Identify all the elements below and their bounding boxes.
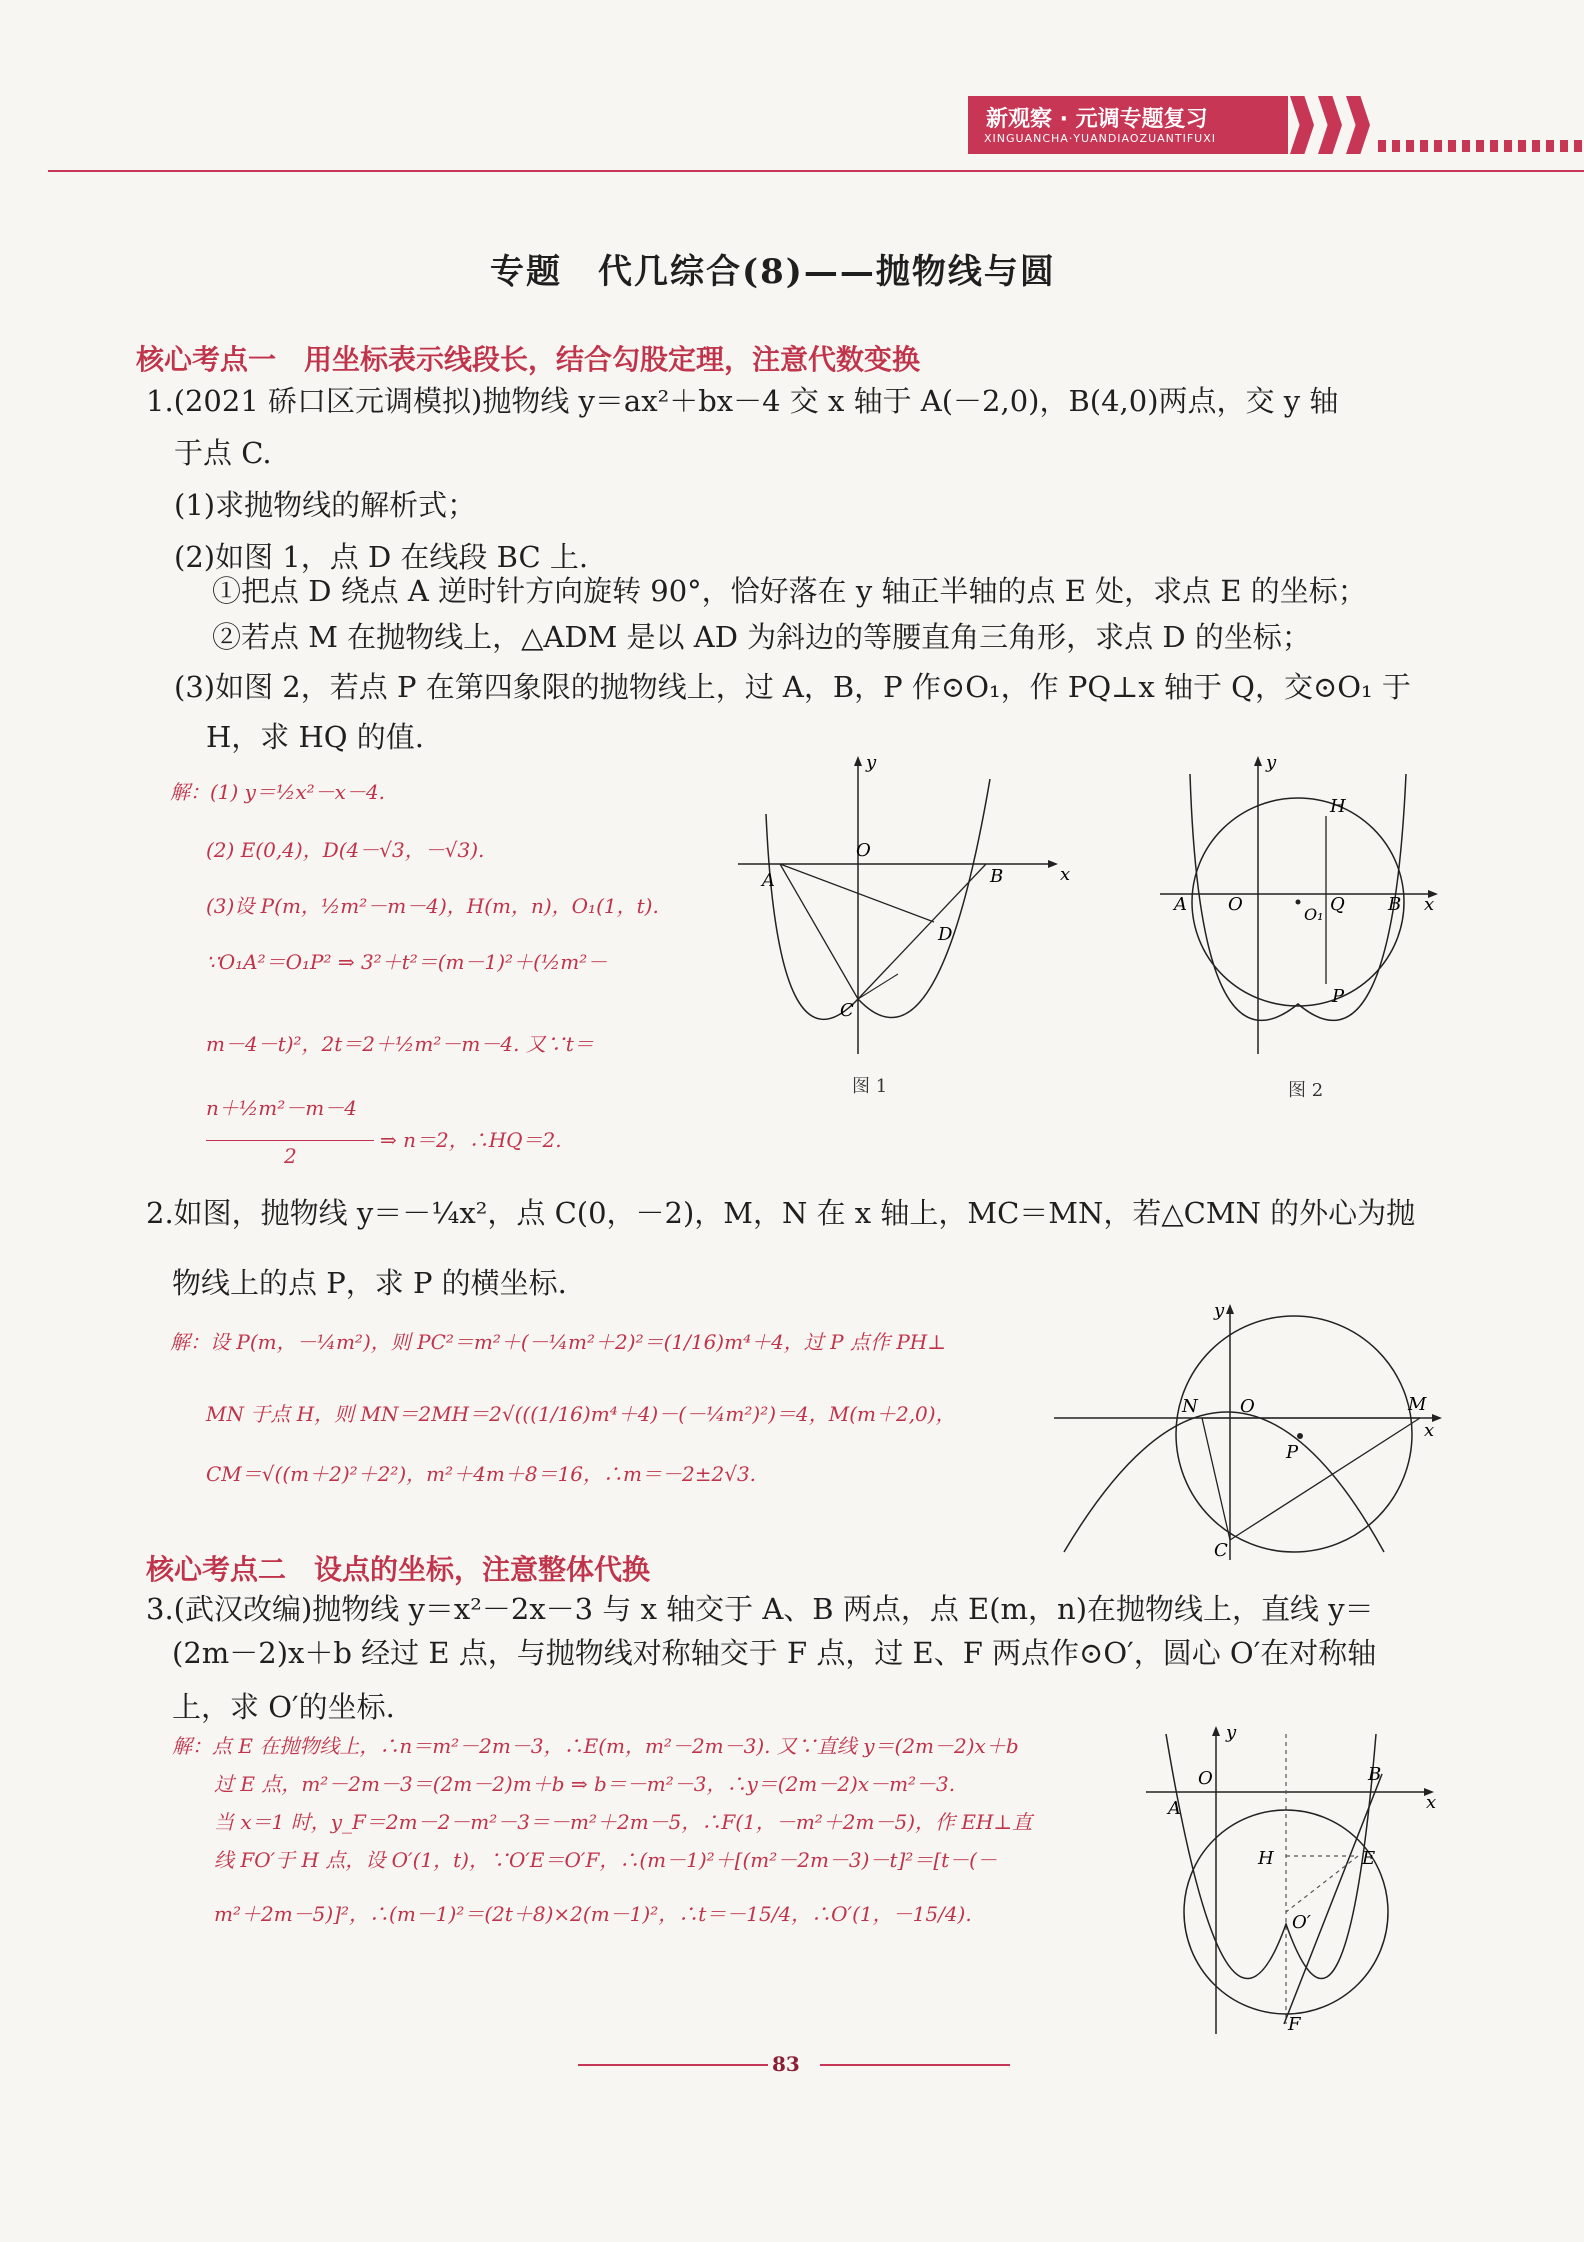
page-title: 专题 代几综合(8)——抛物线与圆 (490, 252, 1056, 292)
q3-answer-line: 当 x＝1 时，y_F＝2m－2－m²－3＝－m²＋2m－5，∴F(1，－m²＋2m－5)，作 EH⊥直 (214, 1810, 1033, 1834)
q1-line: (3)如图 2，若点 P 在第四象限的抛物线上，过 A，B，P 作⊙O₁，作 PQ⊥x 轴于 Q，交⊙O₁ 于 (174, 670, 1411, 704)
point-label: M (1408, 1394, 1427, 1415)
section-heading-2: 核心考点二 设点的坐标，注意整体代换 (146, 1553, 651, 1586)
q1-answer-line: ⇒ n＝2，∴HQ＝2. (380, 1128, 562, 1152)
q2-line: 物线上的点 P，求 P 的横坐标. (172, 1266, 567, 1300)
figure-2-caption: 图 2 (1288, 1080, 1324, 1101)
point-label: O (856, 840, 871, 861)
q1-answer-numerator: n＋½m²－m－4 (206, 1096, 357, 1120)
q1-line: H，求 HQ 的值. (206, 720, 425, 754)
q1-answer-denominator: 2 (284, 1144, 297, 1168)
q2-line: 2.如图，抛物线 y＝－¼x²，点 C(0，－2)，M，N 在 x 轴上，MC＝MN，若△CMN 的外心为抛 (146, 1196, 1416, 1230)
q1-line: (1)求抛物线的解析式； (174, 488, 477, 522)
q1-line: 1.(2021 硚口区元调模拟)抛物线 y＝ax²＋bx－4 交 x 轴于 A(－2,0)，B(4,0)两点，交 y 轴 (146, 384, 1339, 418)
point-label: O (1228, 894, 1243, 915)
q3-line: 上，求 O′的坐标. (172, 1690, 395, 1724)
q1-answer-line: (3)设 P(m，½m²－m－4)，H(m，n)，O₁(1，t). (206, 894, 659, 918)
section-heading-1: 核心考点一 用坐标表示线段长，结合勾股定理，注意代数变换 (136, 343, 921, 376)
figure-q3 (1146, 1724, 1446, 2044)
header-sub-text: XINGUANCHA·YUANDIAOZUANTIFUXI (984, 132, 1217, 145)
page-number: 83 (772, 2052, 800, 2076)
axis-y-label: y (1266, 752, 1277, 773)
axis-y-label: y (1214, 1300, 1225, 1321)
point-label: Q (1330, 894, 1345, 915)
header-chevron-icon (1318, 96, 1342, 154)
q3-line: (2m－2)x＋b 经过 E 点，与抛物线对称轴交于 F 点，过 E、F 两点作⊙O′，圆心 O′在对称轴 (172, 1636, 1377, 1670)
point-label: O (1198, 1768, 1213, 1789)
point-label: B (1368, 1764, 1382, 1785)
q1-line: (2)如图 1，点 D 在线段 BC 上. (174, 540, 589, 574)
axis-x-label: x (1060, 864, 1071, 885)
q1-answer-line: 解：(1) y＝½x²－x－4. (170, 780, 386, 804)
point-label: F (1288, 2014, 1301, 2035)
q1-line: ②若点 M 在抛物线上，△ADM 是以 AD 为斜边的等腰直角三角形，求点 D 的坐标； (212, 620, 1311, 654)
point-label: O (1240, 1396, 1255, 1417)
point-label: A (762, 870, 775, 891)
q3-line: 3.(武汉改编)抛物线 y＝x²－2x－3 与 x 轴交于 A、B 两点，点 E(m，n)在抛物线上，直线 y＝ (146, 1592, 1374, 1626)
point-label: C (1214, 1540, 1228, 1561)
axis-x-label: x (1426, 1792, 1437, 1813)
q1-answer-line: ∵O₁A²＝O₁P² ⇒ 3²＋t²＝(m－1)²＋(½m²－ (206, 950, 608, 974)
figure-1-caption: 图 1 (852, 1076, 888, 1097)
figure-2 (1160, 754, 1450, 1064)
q1-answer-line: m－4－t)²，2t＝2＋½m²－m－4. 又∵t＝ (206, 1032, 594, 1056)
point-label: O′ (1292, 1912, 1311, 1933)
fraction-bar (206, 1140, 374, 1141)
q3-answer-line: m²＋2m－5)]²，∴(m－1)²＝(2t＋8)×2(m－1)²，∴t＝－15/4，∴O′(1，－15/4). (214, 1902, 972, 1926)
q1-line: ①把点 D 绕点 A 逆时针方向旋转 90°，恰好落在 y 轴正半轴的点 E 处，求点 E 的坐标； (212, 574, 1367, 608)
header-chevron-icon (1290, 96, 1314, 154)
header-chevron-icon (1346, 96, 1370, 154)
q3-answer-line: 过 E 点，m²－2m－3＝(2m－2)m＋b ⇒ b＝－m²－3，∴y＝(2m－2)x－m²－3. (214, 1772, 956, 1796)
point-label: A (1168, 1798, 1181, 1819)
header-top-rule (48, 170, 1584, 172)
axis-x-label: x (1424, 894, 1435, 915)
header-stripe (1378, 140, 1584, 152)
axis-y-label: y (1226, 1722, 1237, 1743)
point-label: P (1332, 986, 1345, 1007)
q3-answer-line: 线 FO′于 H 点，设 O′(1，t)，∵O′E＝O′F，∴(m－1)²＋[(m²－2m－3)－t]²＝[t－(－ (214, 1848, 997, 1872)
q3-answer-line: 解：点 E 在抛物线上，∴n＝m²－2m－3，∴E(m，m²－2m－3). 又∵直线 y＝(2m－2)x＋b (172, 1734, 1019, 1758)
point-label: B (990, 866, 1004, 887)
q2-answer-line: 解：设 P(m，－¼m²)，则 PC²＝m²＋(－¼m²＋2)²＝(1/16)m⁴＋4，过 P 点作 PH⊥ (170, 1330, 947, 1354)
footer-rule (578, 2064, 768, 2066)
point-label: H (1258, 1848, 1274, 1869)
point-label: A (1174, 894, 1187, 915)
point-label: N (1182, 1396, 1198, 1417)
footer-rule (820, 2064, 1010, 2066)
figure-1 (738, 752, 1071, 1064)
header-main-text: 新观察 · 元调专题复习 (986, 107, 1208, 132)
point-label: H (1330, 796, 1346, 817)
q1-answer-line: (2) E(0,4)，D(4－√3，－√3). (206, 838, 485, 862)
point-label: O₁ (1304, 905, 1324, 924)
point-label: P (1286, 1442, 1299, 1463)
point-label: E (1362, 1848, 1376, 1869)
q1-line: 于点 C. (174, 436, 272, 470)
q2-answer-line: CM＝√((m＋2)²＋2²)，m²＋4m＋8＝16，∴m＝－2±2√3. (206, 1462, 757, 1486)
figure-q2 (1054, 1302, 1444, 1570)
header-band (968, 96, 1288, 154)
q2-answer-line: MN 于点 H，则 MN＝2MH＝2√(((1/16)m⁴＋4)－(－¼m²)²)＝4，M(m＋2,0)， (206, 1402, 956, 1426)
point-label: B (1388, 894, 1402, 915)
point-label: C (840, 1000, 854, 1021)
axis-x-label: x (1424, 1420, 1435, 1441)
axis-y-label: y (866, 752, 877, 773)
point-label: D (938, 924, 953, 945)
